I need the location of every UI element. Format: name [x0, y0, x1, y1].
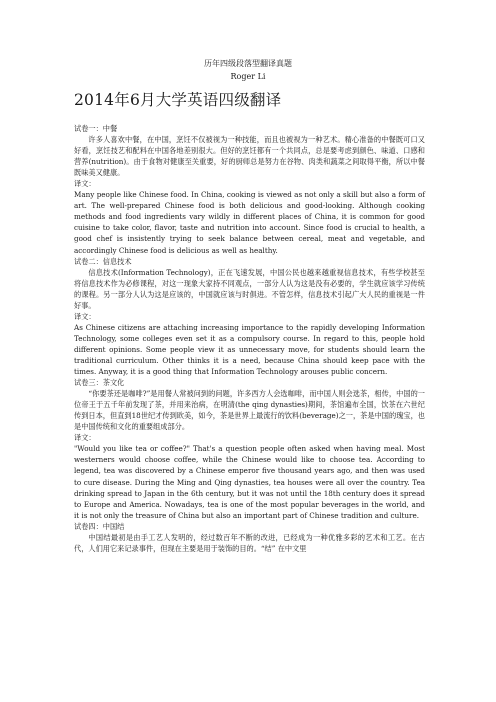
section-label: 试卷四：中国结: [74, 521, 125, 531]
chinese-paragraph: “你要茶还是咖啡?”是用餐人常被问到的问题，许多西方人会选咖啡，而中国人则会选茶，相传，中国的一位帝王于五千年前发现了茶，并用来治病，在明清(the qing dynasties)期间，茶馆遍布全国，饮茶在六世纪传到日本，但直到18世纪才传到欧美，如今，茶是世界上最流行的饮料(beverage)之一，茶是中国的瑰宝，也是中国传统和文化的重要组成部分。: [74, 389, 425, 432]
document-title: 历年四级段落型翻译真题: [204, 59, 292, 68]
chinese-paragraph: 信息技术(Information Technology)，正在飞速发展，中国公民也越来越重视信息技术，有些学校甚至将信息技术作为必修课程，对这一现象大家持不同观点，一部分人认为这是没有必要的，学生就应该学习传统的课程。另一部分人认为这是应该的，中国就应该与时俱进。不管怎样，信息技术引起广大人民的重视是一件好事。: [74, 267, 425, 310]
chinese-paragraph: 中国结最初是由手工艺人发明的，经过数百年不断的改进，已经成为一种优雅多彩的艺术和工艺。在古代，人们用它来记录事件，但现在主要是用于装饰的目的。“结” 在中文里: [74, 532, 425, 553]
english-paragraph: As Chinese citizens are attaching increasing importance to the rapidly developing Information Technology, some colleges even set it as a compulsory course. In regard to this, people hold different opinions. Some people view it as unnecessary move, for students should learn the traditional curriculum. Other thinks it is a need, because China should keep pace with the times. Anyway, it is a good thing that Information Technology arouses public concern.: [74, 322, 425, 377]
translation-label: 译文：: [74, 179, 96, 189]
english-paragraph: Many people like Chinese food. In China, cooking is viewed as not only a skill but also a form of art. The well-prepared Chinese food is both delicious and good-looking. Although cooking methods and food ingredients vary wildly in different places of China, it is common for good cuisine to take color, flavor, taste and nutrition into account. Since food is crucial to health, a good chef is insistently trying to seek balance between cereal, meat and vegetable, and accordingly Chinese food is delicious as well as healthy.: [74, 190, 425, 255]
translation-label: 译文：: [74, 311, 96, 321]
section-label: 试卷二：信息技术: [74, 256, 132, 266]
section-label: 试卷三：茶文化: [74, 378, 125, 388]
english-paragraph: "Would you like tea or coffee?" That's a question people often asked when having meal. Most westerners would choose coffee, while the Chinese would like to choose tea. According to legend, tea was discovered by a Chinese emperor five thousand years ago, and then was used to cure disease. During the Ming and Qing dynasties, tea houses were all over the country. Tea drinking spread to Japan in the 6th century, but it was not until the 18th century does it spread to Europe and America. Nowadays, tea is one of the most popular beverages in the world, and it is not only the treasure of China but also an important part of Chinese tradition and culture.: [74, 444, 425, 520]
translation-label: 译文：: [74, 433, 96, 443]
main-heading: 2014年6月大学英语四级翻译: [74, 91, 282, 109]
document-body: [74, 123, 425, 554]
document-author: Roger Li: [230, 72, 266, 81]
section-label: 试卷一：中餐: [74, 124, 118, 133]
chinese-paragraph: 许多人喜欢中餐，在中国，烹饪不仅被视为一种技能，而且也被视为一种艺术。精心准备的中餐既可口又好看，烹饪技艺和配料在中国各地差别很大。但好的烹饪都有一个共同点，总是要考虑到颜色、味道、口感和营养(nutrition)。由于食物对健康至关重要，好的厨师总是努力在谷物、肉类和蔬菜之间取得平衡，所以中餐既味美又健康。: [74, 135, 425, 178]
